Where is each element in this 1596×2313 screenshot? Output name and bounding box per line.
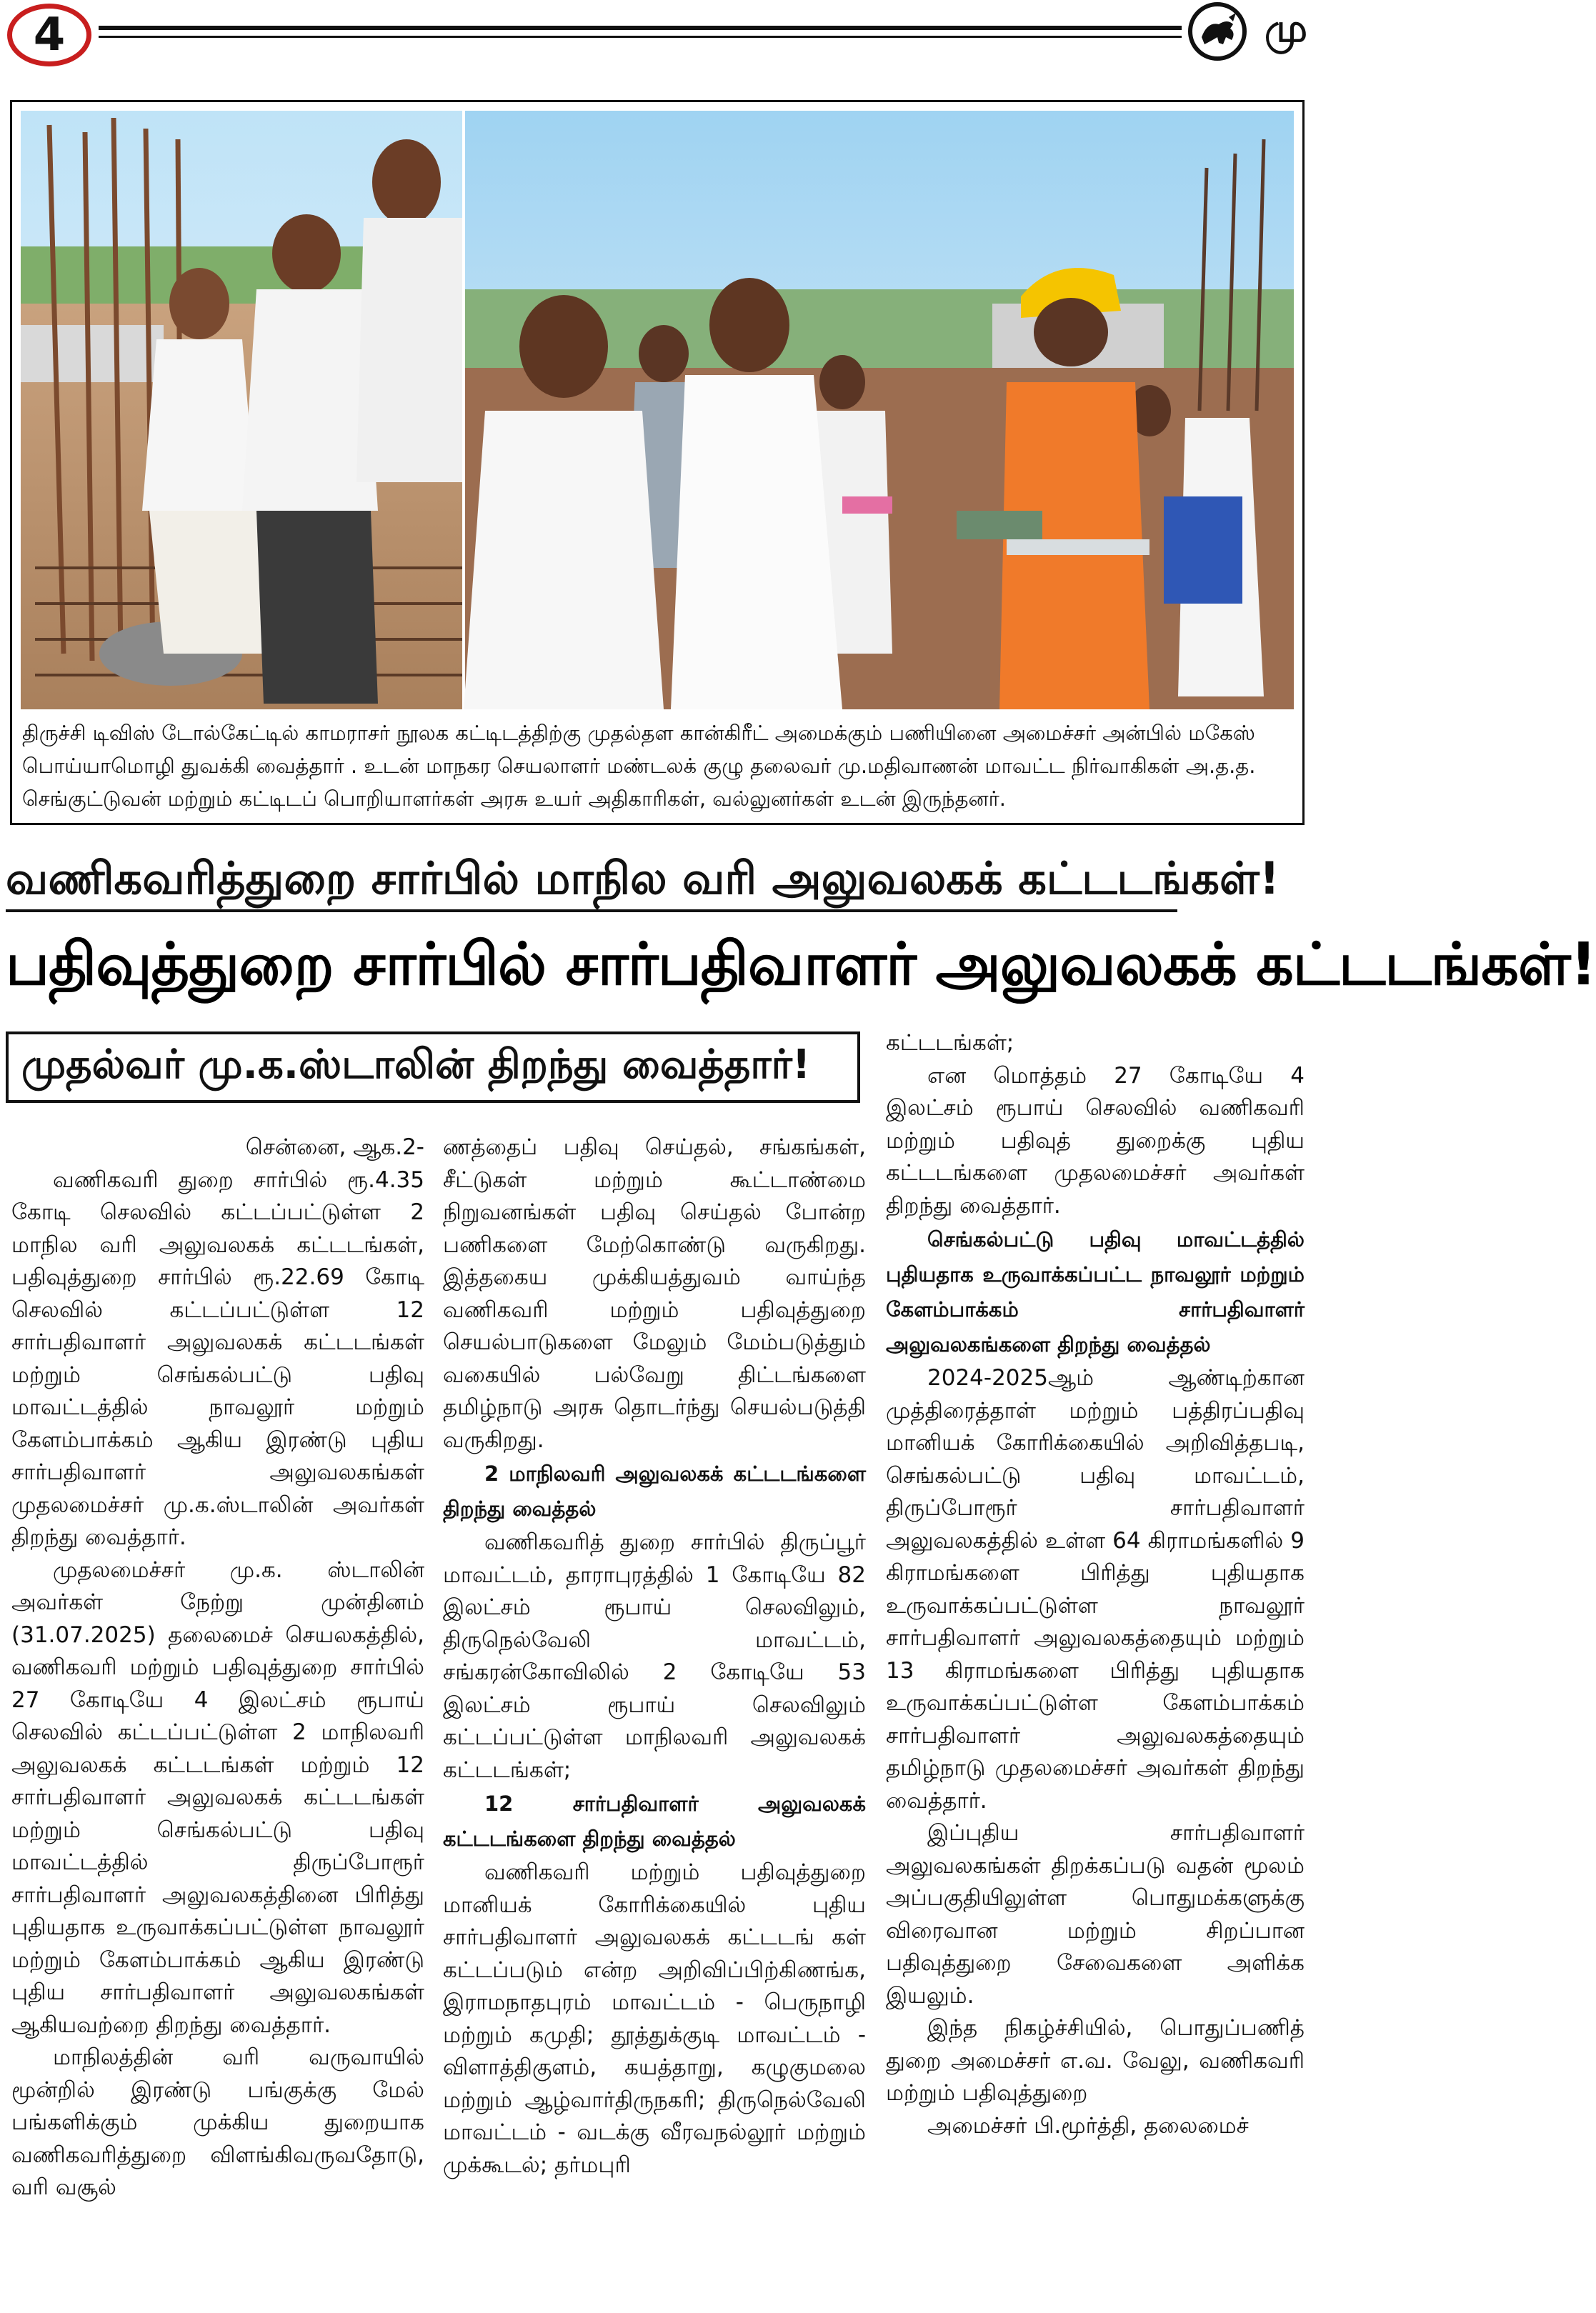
news-photo (21, 111, 1294, 709)
kicker-underline (6, 909, 1177, 912)
section-heading: 2 மாநிலவரி அலுவலகக் கட்டடங்களை திறந்து வைத்தல் (443, 1462, 866, 1521)
paragraph: 2024-2025ஆம் ஆண்டிற்கான முத்திரைத்தாள் மற்றும் பத்திரப்பதிவு மானியக் கோரிக்கையில் அறிவித்தபடி, செங்கல்பட்டு பதிவு மாவட்டம், திருப்போரூர் சார்பதிவாளர் அலுவலகத்தில் உள்ள 64 கிராமங்களில் 9 கிராமங்களை பிரித்து புதியதாக உருவாக்கப்பட்டுள்ள நாவலூர் சார்பதிவாளர் அலுவலகத்தையும் மற்றும் 13 கிராமங்களை பிரித்து புதியதாக உருவாக்கப்பட்டுள்ள கேளம்பாக்கம் சார்பதிவாளர் அலுவலகத்தையும் தமிழ்நாடு முதலமைச்சர் அவர்கள் திறந்து வைத்தார். (886, 1365, 1305, 1814)
page-number-badge (7, 4, 91, 66)
photo-caption: திருச்சி டிவிஸ் டோல்கேட்டில் காமராசர் நூலக கட்டிடத்திற்கு முதல்தள கான்கிரீட் அமைக்கும் பணியினை அமைச்சர் அன்பில் மகேஸ் பொய்யாமொழி துவக்கி வைத்தார் . உடன் மாநகர செயலாளர் மண்டலக் குழு தலைவர் மு.மதிவாணன் மாவட்ட நிர்வாகிகள் அ.த.த. செங்குட்டுவன் மற்றும் கட்டிடப் பொறியாளர்கள் அரசு உயர் அதிகாரிகள், வல்லுனர்கள் உடன் இருந்தனர். (22, 721, 1256, 811)
paragraph: கட்டடங்கள்; (886, 1030, 1014, 1056)
page-header (0, 0, 1310, 79)
paragraph: வணிகவரி மற்றும் பதிவுத்துறை மானியக் கோரிக்கையில் புதிய சார்பதிவாளர் அலுவலகக் கட்டடங் கள் கட்டப்படும் என்ற அறிவிப்பிற்கிணங்க, இராமநாதபுரம் மாவட்டம் - பெருநாழி மற்றும் கமுதி; தூத்துக்குடி மாவட்டம் - விளாத்திகுளம், கயத்தாறு, கழுகுமலை மற்றும் ஆழ்வார்திருநகரி; திருநெல்வேலி மாவட்டம் - வடக்கு வீரவநல்லூர் மற்றும் முக்கூடல்; தர்மபுரி (443, 1859, 866, 2178)
section-heading: செங்கல்பட்டு பதிவு மாவட்டத்தில் புதியதாக உருவாக்கப்பட்ட நாவலூர் மற்றும் கேளம்பாக்கம் சார்பதிவாளர் அலுவலகங்களை திறந்து வைத்தல் (886, 1227, 1305, 1357)
article-subheadline-box (6, 1031, 860, 1103)
article-column-3 (886, 1027, 1305, 2142)
paragraph: இந்த நிகழ்ச்சியில், பொதுப்பணித் துறை அமைச்சர் எ.வ. வேலு, வணிகவரி மற்றும் பதிவுத்துறை (886, 2015, 1305, 2106)
article-column-1 (11, 1131, 424, 2204)
newspaper-name: மு (1265, 6, 1307, 51)
paragraph: முதலமைச்சர் மு.க. ஸ்டாலின் அவர்கள் நேற்று முன்தினம் (31.07.2025) தலைமைச் செயலகத்தில், வணிகவரி மற்றும் பதிவுத்துறை சார்பில் 27 கோடியே 4 இலட்சம் ரூபாய் செலவில் கட்டப்பட்டுள்ள 2 மாநிலவரி அலுவலகக் கட்டடங்கள் மற்றும் 12 சார்பதிவாளர் அலுவலகக் கட்டடங்கள் மற்றும் செங்கல்பட்டு பதிவு மாவட்டத்தில் திருப்போரூர் சார்பதிவாளர் அலுவலகத்தினை பிரித்து புதியதாக உருவாக்கப்பட்டுள்ள நாவலூர் மற்றும் கேளம்பாக்கம் ஆகிய இரண்டு புதிய சார்பதிவாளர் அலுவலகங்கள் ஆகியவற்றை திறந்து வைத்தார். (11, 1557, 424, 2038)
page-number: 4 (33, 9, 66, 61)
article-column-2 (443, 1131, 866, 2182)
header-rule-thin (99, 36, 1182, 38)
article-kicker: வணிகவரித்துறை சார்பில் மாநில வரி அலுவலகக் கட்டடங்கள்! (6, 852, 1280, 904)
section-heading: 12 சார்பதிவாளர் அலுவலகக் கட்டடங்களை திறந்து வைத்தல் (443, 1792, 866, 1851)
newspaper-emblem-icon (1186, 0, 1249, 63)
paragraph: இப்புதிய சார்பதிவாளர் அலுவலகங்கள் திறக்கப்படு வதன் மூலம் அப்பகுதியிலுள்ள பொதுமக்களுக்கு விரைவான மற்றும் சிறப்பான பதிவுத்துறை சேவைகளை அளிக்க இயலும். (886, 1820, 1305, 2009)
paragraph: என மொத்தம் 27 கோடியே 4 இலட்சம் ரூபாய் செலவில் வணிகவரி மற்றும் பதிவுத் துறைக்கு புதிய கட்டடங்களை முதலமைச்சர் அவர்கள் திறந்து வைத்தார். (886, 1062, 1305, 1219)
paragraph: வணிகவரித் துறை சார்பில் திருப்பூர் மாவட்டம், தாராபுரத்தில் 1 கோடியே 82 இலட்சம் ரூபாய் செலவிலும், திருநெல்வேலி மாவட்டம், சங்கரன்கோவிலில் 2 கோடியே 53 இலட்சம் ரூபாய் செலவிலும் கட்டப்பட்டுள்ள மாநிலவரி அலுவலகக் கட்டடங்கள்; (443, 1529, 866, 1783)
paragraph: அமைச்சர் பி.மூர்த்தி, தலைமைச் (927, 2112, 1249, 2139)
article-subheadline: முதல்வர் மு.க.ஸ்டாலின் திறந்து வைத்தார்! (21, 1041, 811, 1088)
paragraph: ணத்தைப் பதிவு செய்தல், சங்கங்கள், சீட்டுகள் மற்றும் கூட்டாண்மை நிறுவனங்கள் பதிவு செய்தல் போன்ற பணிகளை மேற்கொண்டு வருகிறது. இத்தகைய முக்கியத்துவம் வாய்ந்த வணிகவரி மற்றும் பதிவுத்துறை செயல்பாடுகளை மேலும் மேம்படுத்தும் வகையில் பல்வேறு திட்டங்களை தமிழ்நாடு அரசு தொடர்ந்து செயல்படுத்தி வருகிறது. (443, 1134, 866, 1453)
article-headline: பதிவுத்துறை சார்பில் சார்பதிவாளர் அலுவலகக் கட்டடங்கள்! (6, 931, 1596, 999)
header-rule-thick (99, 26, 1182, 30)
paragraph: வணிகவரி துறை சார்பில் ரூ.4.35 கோடி செலவில் கட்டப்பட்டுள்ள 2 மாநில வரி அலுவலகக் கட்டடங்கள், பதிவுத்துறை சார்பில் ரூ.22.69 கோடி செலவில் கட்டப்பட்டுள்ள 12 சார்பதிவாளர் அலுவலகக் கட்டடங்கள் மற்றும் செங்கல்பட்டு பதிவு மாவட்டத்தில் நாவலூர் மற்றும் கேளம்பாக்கம் ஆகிய இரண்டு புதிய சார்பதிவாளர் அலுவலகங்கள் முதலமைச்சர் மு.க.ஸ்டாலின் அவர்கள் திறந்து வைத்தார். (11, 1167, 424, 1550)
paragraph: மாநிலத்தின் வரி வருவாயில் மூன்றில் இரண்டு பங்குக்கு மேல் பங்களிக்கும் முக்கிய துறையாக வணிகவரித்துறை விளங்கிவருவதோடு, வரி வசூல் (11, 2044, 424, 2200)
news-photo-frame (10, 100, 1305, 825)
dateline: சென்னை, ஆக.2- (245, 1134, 424, 1160)
